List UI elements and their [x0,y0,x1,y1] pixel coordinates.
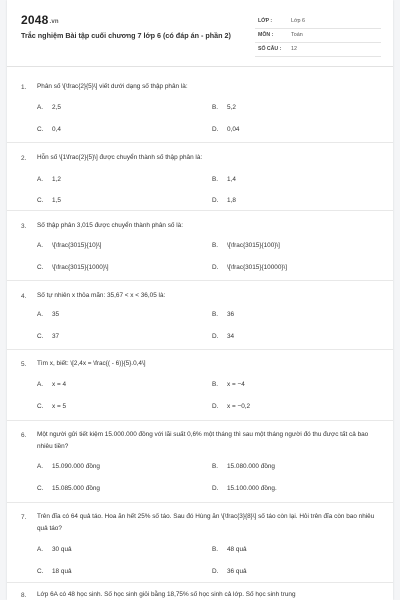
option-d[interactable]: D. 1,8 [212,197,236,204]
question-stem: Hỗn số \[1\frac{2}{5}\] được chuyển thành số thập phân là: [37,154,203,161]
question-4 [7,280,393,350]
meta-count-value: 12 [291,46,297,52]
meta-question-count [255,43,381,57]
question-6 [7,420,393,503]
option-b[interactable]: B. x = −4 [212,381,245,388]
question-7 [7,502,393,583]
meta-class [255,15,381,29]
option-b[interactable]: B. \[\frac{3015}{100}\] [212,242,280,249]
question-stem: Số tự nhiên x thỏa mãn: 35,67 < x < 36,05 là: [37,292,166,299]
question-number: 5. [21,361,27,368]
option-c[interactable]: C. \[\frac{3015}{1000}\] [37,264,109,271]
option-a[interactable]: A. 2,5 [37,104,61,111]
question-stem: Tìm x, biết: \[2,4x = \frac{( - 6)}{5}.0,4\] [37,360,146,367]
question-number: 6. [21,432,27,439]
question-1 [7,74,393,143]
option-b[interactable]: B. 5,2 [212,104,236,111]
question-number: 7. [21,514,27,521]
question-stem: Một người gửi tiết kiệm 15.000.000 đồng với lãi suất 0,6% một tháng thì sau một tháng người đó thu được tất cả bao nhiêu tiền? [37,431,369,450]
site-logo[interactable]: 2048.vn [21,13,59,27]
option-d[interactable]: D. x = −0,2 [212,403,251,410]
option-b[interactable]: B. 1,4 [212,176,236,183]
quiz-header [7,0,393,67]
question-stem: Phân số \[\frac{2}{5}\] viết dưới dạng số thập phân là: [37,83,188,90]
option-d[interactable]: D. 15.100.000 đồng. [212,485,277,492]
question-number: 8. [21,592,27,599]
option-b[interactable]: B. 15.080.000 đồng [212,463,275,470]
question-stem: Lớp 6A có 48 học sinh. Số học sinh giỏi bằng 18,75% số học sinh cả lớp. Số học sinh trung [37,591,296,598]
option-a[interactable]: A. 15.090.000 đồng [37,463,100,470]
meta-class-value: Lớp 6 [291,18,306,24]
option-c[interactable]: C. 37 [37,333,60,340]
question-number: 1. [21,84,27,91]
option-d[interactable]: D. 34 [212,333,235,340]
option-b[interactable]: B. 36 [212,311,235,318]
option-c[interactable]: C. 1,5 [37,197,61,204]
quiz-page [7,0,393,600]
question-stem: Trên đĩa có 64 quả táo. Hoa ăn hết 25% số táo. Sau đó Hùng ăn \[\frac{3}{8}\] số táo còn lại. Hỏi trên đĩa còn bao nhiêu quả táo? [37,513,375,532]
option-a[interactable]: A. 1,2 [37,176,61,183]
question-8 [7,582,393,600]
question-number: 4. [21,293,27,300]
meta-class-key: LỚP : [258,18,273,24]
question-stem: Số thập phân 3,015 được chuyển thành phân số là: [37,222,183,229]
question-3 [7,210,393,281]
option-d[interactable]: D. 36 quả [212,568,247,575]
meta-subject-value: Toán [291,32,303,38]
question-5 [7,349,393,421]
meta-subject [255,29,381,43]
meta-count-key: SỐ CÂU : [258,46,282,52]
option-c[interactable]: C. 0,4 [37,126,61,133]
option-a[interactable]: A. \[\frac{3015}{10}\] [37,242,102,249]
quiz-title: Trắc nghiệm Bài tập cuối chương 7 lớp 6 (có đáp án - phần 2) [21,31,231,40]
option-c[interactable]: C. 15.085.000 đồng [37,485,100,492]
option-b[interactable]: B. 48 quả [212,546,247,553]
question-2 [7,142,393,211]
option-c[interactable]: C. 18 quả [37,568,72,575]
question-number: 3. [21,223,27,230]
question-number: 2. [21,155,27,162]
option-a[interactable]: A. 30 quả [37,546,72,553]
meta-subject-key: MÔN : [258,32,274,38]
option-c[interactable]: C. x = 5 [37,403,67,410]
option-a[interactable]: A. 35 [37,311,60,318]
option-d[interactable]: D. \[\frac{3015}{10000}\] [212,264,288,271]
option-d[interactable]: D. 0,04 [212,126,240,133]
option-a[interactable]: A. x = 4 [37,381,67,388]
